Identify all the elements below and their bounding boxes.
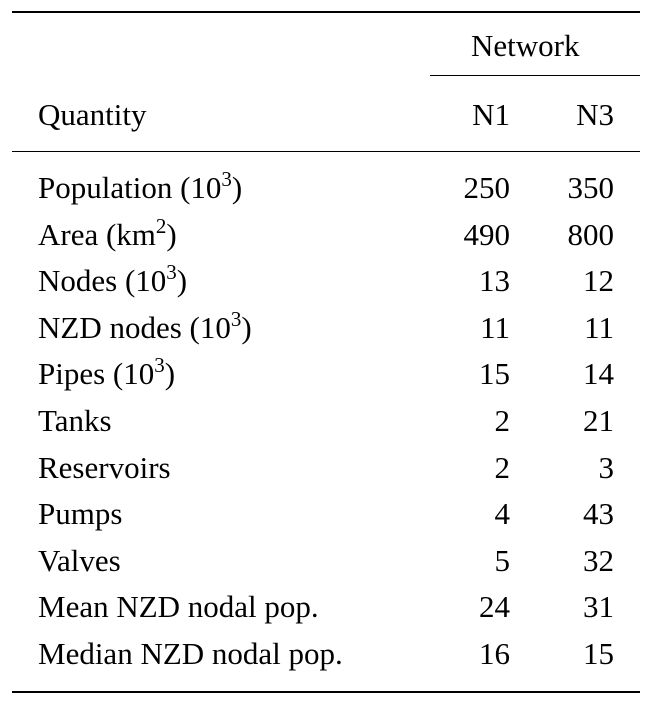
cell-n3: 11 <box>584 309 614 345</box>
row-label-exponent: 2 <box>155 213 167 238</box>
row-label <box>38 213 177 252</box>
cell-n1: 5 <box>494 542 510 578</box>
row-label-suffix: ) <box>176 263 188 299</box>
cell-n3: 12 <box>583 263 614 299</box>
cell-n3: 800 <box>567 216 614 252</box>
cell-n3: 15 <box>583 636 614 671</box>
row-label-suffix: ) <box>164 356 176 392</box>
cell-n1: 15 <box>479 356 510 392</box>
row-label <box>38 638 343 669</box>
row-label <box>38 405 112 436</box>
header-rule <box>12 151 640 152</box>
cell-n1: 16 <box>479 636 510 671</box>
cell-n1: 2 <box>494 449 510 485</box>
row-label-text: Pipes (10 <box>38 356 155 392</box>
column-header-n3: N3 <box>576 97 614 132</box>
bottom-rule <box>12 691 640 693</box>
row-label <box>38 589 319 625</box>
row-label <box>38 260 188 299</box>
row-label-exponent: 3 <box>154 353 165 378</box>
row-label <box>38 542 121 578</box>
row-label-text: Pumps <box>38 496 123 532</box>
column-header-quantity: Quantity <box>38 97 147 132</box>
cell-n1: 2 <box>494 403 510 438</box>
row-label-exponent: 3 <box>166 260 177 285</box>
row-label <box>38 449 171 485</box>
cell-n1: 4 <box>494 496 510 532</box>
row-label-text: Median NZD nodal pop. <box>38 636 343 671</box>
cell-n3: 350 <box>567 170 614 205</box>
row-label-exponent: 3 <box>230 306 242 331</box>
row-label <box>38 306 252 345</box>
group-rule <box>430 75 640 76</box>
cell-n1: 490 <box>463 216 510 252</box>
group-header-network: Network <box>471 28 580 63</box>
row-label-suffix: ) <box>231 170 243 205</box>
cell-n1: 250 <box>463 170 510 205</box>
column-header-n1: N1 <box>472 97 510 132</box>
row-label <box>38 496 123 532</box>
row-label-text: NZD nodes (10 <box>38 309 231 345</box>
cell-n1: 11 <box>480 309 510 345</box>
row-label-suffix: ) <box>166 216 177 252</box>
cell-n3: 3 <box>598 449 614 485</box>
row-label-exponent: 3 <box>221 167 232 191</box>
cell-n3: 43 <box>583 496 614 532</box>
cell-n1: 24 <box>479 589 510 625</box>
row-label-text: Nodes (10 <box>38 263 167 299</box>
cell-n3: 21 <box>583 403 614 438</box>
row-label-text: Reservoirs <box>38 449 171 485</box>
cell-n3: 31 <box>583 589 614 625</box>
row-label-text: Mean NZD nodal pop. <box>38 589 319 625</box>
top-rule <box>12 11 640 13</box>
cell-n3: 32 <box>583 542 614 578</box>
row-label <box>38 167 243 205</box>
row-label-text: Area (km <box>38 216 156 252</box>
row-label-suffix: ) <box>241 309 252 345</box>
row-label-text: Population (10 <box>38 170 222 205</box>
row-label <box>38 353 176 392</box>
row-label-text: Tanks <box>38 403 112 438</box>
cell-n3: 14 <box>583 356 614 392</box>
row-label-text: Valves <box>38 542 121 578</box>
cell-n1: 13 <box>479 263 510 299</box>
